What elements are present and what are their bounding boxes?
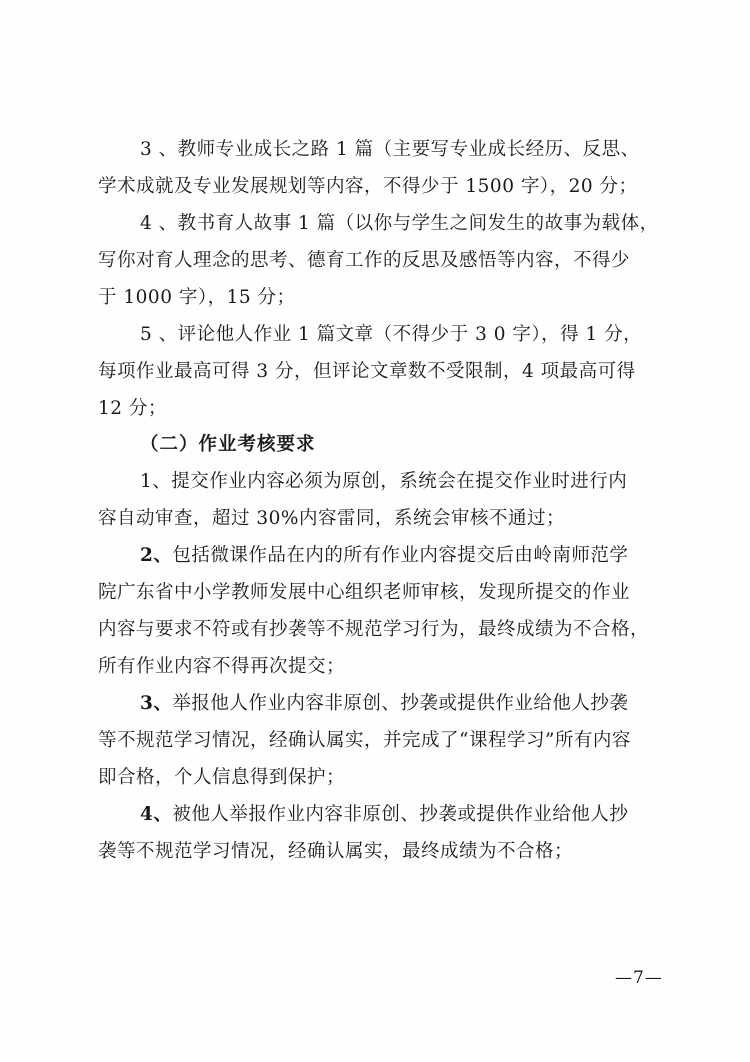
requirement-2-text: 包括微课作品在内的所有作业内容提交后由岭南师范学 xyxy=(172,545,629,566)
requirement-2-line-3: 内容与要求不符或有抄袭等不规范学习行为，最终成绩为不合格， xyxy=(98,619,650,640)
section-heading: （二）作业考核要求 xyxy=(140,434,316,455)
item-5-line-1: 5 、评论他人作业 1 篇文章（不得少于 3 0 字），得 1 分， xyxy=(140,324,643,345)
requirement-4-line-2: 袭等不规范学习情况，经确认属实，最终成绩为不合格； xyxy=(98,841,574,862)
requirement-4-line-1 xyxy=(140,802,628,828)
requirement-3-line-2: 等不规范学习情况，经确认属实，并完成了“课程学习”所有内容 xyxy=(98,730,631,751)
item-4-line-3: 于 1000 字），15 分； xyxy=(98,287,296,308)
requirement-1-line-2: 容自动审查，超过 30%内容雷同，系统会审核不通过； xyxy=(98,508,566,529)
requirement-4-number: 4、 xyxy=(140,804,173,825)
requirement-4-text: 被他人举报作业内容非原创、抄袭或提供作业给他人抄 xyxy=(172,804,629,825)
requirement-1-text: 提交作业内容必须为原创，系统会在提交作业时进行内 xyxy=(171,471,628,492)
requirement-2-line-1 xyxy=(140,543,628,569)
requirement-3-line-3: 即合格，个人信息得到保护； xyxy=(98,767,346,788)
requirement-2-line-2: 院广东省中小学教师发展中心组织老师审核，发现所提交的作业 xyxy=(98,582,631,603)
item-3-line-2: 学术成就及专业发展规划等内容，不得少于 1500 字），20 分； xyxy=(98,176,638,197)
requirement-3-line-1 xyxy=(140,691,628,717)
item-4-line-2: 写你对育人理念的思考、德育工作的反思及感悟等内容，不得少 xyxy=(98,250,631,271)
requirement-1-number: 1、 xyxy=(140,471,172,492)
requirement-2-line-4: 所有作业内容不得再次提交； xyxy=(98,656,346,677)
requirement-2-number: 2、 xyxy=(140,545,173,566)
requirement-3-text: 举报他人作业内容非原创、抄袭或提供作业给他人抄袭 xyxy=(172,693,629,714)
page-number: —7— xyxy=(615,968,663,988)
requirement-1-line-1 xyxy=(140,469,627,495)
item-3-line-1: 3 、教师专业成长之路 1 篇（主要写专业成长经历、反思、 xyxy=(140,139,640,160)
item-4-line-1: 4 、教书育人故事 1 篇（以你与学生之间发生的故事为载体， xyxy=(140,213,659,234)
item-5-line-2: 每项作业最高可得 3 分，但评论文章数不受限制，4 项最高可得 xyxy=(98,361,636,382)
item-5-line-3: 12 分； xyxy=(98,398,167,419)
requirement-3-number: 3、 xyxy=(140,693,173,714)
